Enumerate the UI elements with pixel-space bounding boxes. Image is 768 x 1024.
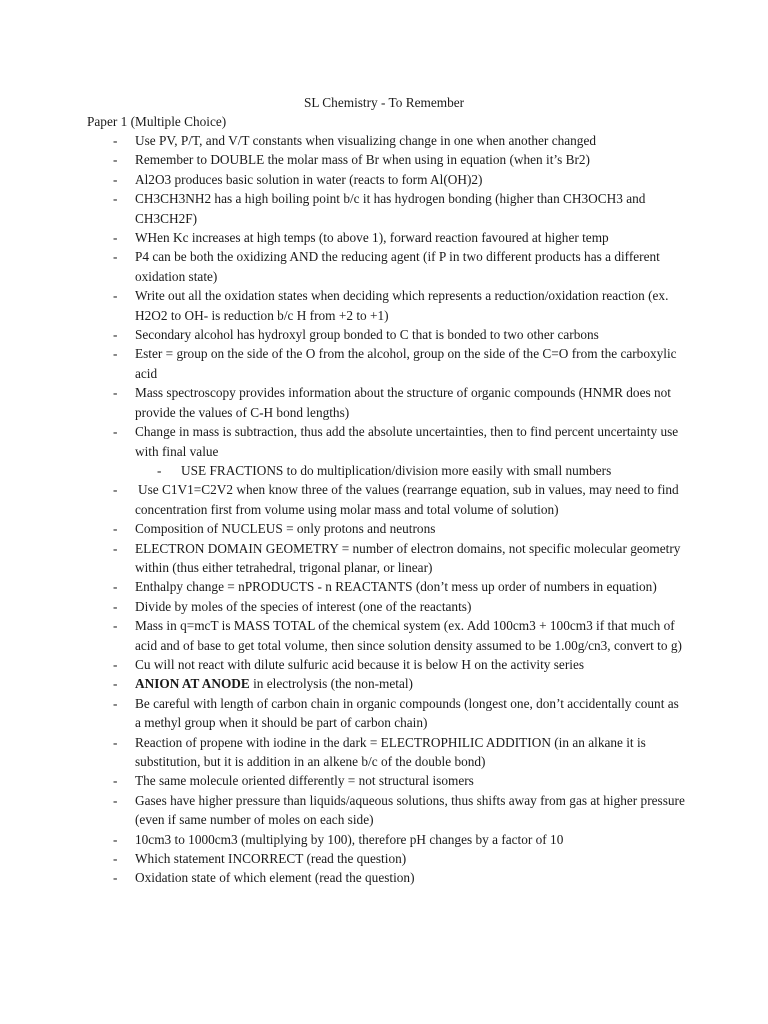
bullet-dash: - [113, 346, 118, 362]
note-text: Al2O3 produces basic solution in water (reacts to form Al(OH)2) [135, 171, 483, 187]
note-item [0, 480, 768, 519]
note-item [0, 131, 768, 150]
bullet-dash: - [113, 385, 118, 401]
bullet-dash: - [113, 482, 118, 498]
bullet-dash: - [113, 249, 118, 265]
note-text: WHen Kc increases at high temps (to above 1), forward reaction favoured at higher temp [135, 230, 609, 246]
note-text: Reaction of propene with iodine in the dark = ELECTROPHILIC ADDITION (in an alkane it is substitution, but it is addition in an alkene b/c of the double bond) [135, 734, 646, 769]
bullet-dash: - [113, 133, 118, 148]
notes-list [0, 131, 768, 888]
note-item [0, 791, 768, 830]
note-text: Ester = group on the side of the O from the alcohol, group on the side of the C=O from the carboxylic acid [135, 346, 677, 381]
bullet-dash: - [113, 695, 118, 711]
note-text: Gases have higher pressure than liquids/aqueous solutions, thus shifts away from gas at higher pressure (even if same number of moles on each side) [135, 792, 685, 828]
bullet-dash: - [113, 288, 118, 304]
note-item [0, 771, 768, 790]
note-item [0, 344, 768, 383]
note-text: Remember to DOUBLE the molar mass of Br when using in equation (when it’s Br2) [135, 152, 590, 168]
note-item [0, 616, 768, 655]
note-text: Enthalpy change = nPRODUCTS - n REACTANTS (don’t mess up order of numbers in equation) [135, 579, 657, 595]
note-item [0, 247, 768, 286]
bullet-dash: - [113, 191, 118, 207]
note-item [0, 597, 768, 616]
bullet-dash: - [113, 598, 118, 614]
section-heading: Paper 1 (Multiple Choice) [87, 114, 227, 129]
note-text: Change in mass is subtraction, thus add the absolute uncertainties, then to find percent uncertainty use with final value [135, 424, 679, 459]
note-item [0, 577, 768, 596]
note-item [0, 286, 768, 325]
note-text [135, 676, 413, 691]
bullet-dash: - [113, 521, 118, 537]
bullet-dash: - [113, 656, 118, 672]
note-text: Use PV, P/T, and V/T constants when visualizing change in one when another changed [135, 133, 596, 148]
note-item [0, 830, 768, 849]
note-item [0, 422, 768, 461]
bullet-dash: - [113, 579, 118, 595]
bullet-dash: - [113, 152, 118, 168]
note-item [0, 539, 768, 578]
note-item [0, 325, 768, 344]
note-item [0, 228, 768, 247]
note-item [0, 868, 768, 887]
note-item [0, 674, 768, 693]
note-text: Which statement INCORRECT (read the question) [135, 851, 407, 867]
note-text: CH3CH3NH2 has a high boiling point b/c it has hydrogen bonding (higher than CH3OCH3 and CH3CH2F) [135, 191, 646, 226]
note-rest-text: in electrolysis (the non-metal) [249, 676, 413, 692]
bullet-dash: - [113, 424, 118, 440]
note-text: Mass spectroscopy provides information about the structure of organic compounds (HNMR does not provide the values of C-H bond lengths) [135, 385, 671, 420]
bullet-dash: - [113, 851, 118, 867]
note-text: Cu will not react with dilute sulfuric acid because it is below H on the activity series [135, 656, 585, 672]
note-bold-text: ANION AT ANODE [135, 676, 250, 692]
bullet-dash: - [113, 171, 118, 187]
bullet-dash: - [113, 773, 118, 789]
note-text: Oxidation state of which element (read the question) [135, 870, 415, 886]
note-item [0, 383, 768, 422]
bullet-dash: - [113, 831, 118, 847]
note-item [0, 150, 768, 169]
note-text: Secondary alcohol has hydroxyl group bonded to C that is bonded to two other carbons [135, 327, 599, 343]
note-item [0, 170, 768, 189]
bullet-dash: - [113, 230, 118, 246]
note-text: Mass in q=mcT is MASS TOTAL of the chemical system (ex. Add 100cm3 + 100cm3 if that much of acid and of base to get total volume, then since solution density assumed to be 1.00g/cn3, convert to g) [135, 618, 682, 653]
note-text: Composition of NUCLEUS = only protons and neutrons [135, 521, 436, 537]
note-text: Write out all the oxidation states when deciding which represents a reduction/oxidation reaction (ex. H2O2 to OH- is reduction b/c H from +2 to +1) [135, 288, 669, 323]
bullet-dash: - [113, 870, 118, 886]
note-item [0, 655, 768, 674]
note-item [0, 849, 768, 868]
document-title: SL Chemistry - To Remember [303, 95, 465, 110]
bullet-dash: - [113, 618, 118, 634]
note-item [0, 189, 768, 228]
note-text: Be careful with length of carbon chain in organic compounds (longest one, don’t accidentally count as a methyl group when it should be part of carbon chain) [135, 695, 679, 731]
note-text: ELECTRON DOMAIN GEOMETRY = number of electron domains, not specific molecular geometry within (thus either tetrahedral, trigonal planar, or linear) [135, 540, 681, 575]
bullet-dash: - [113, 540, 118, 556]
bullet-dash: - [113, 792, 118, 808]
bullet-dash: - [113, 734, 118, 750]
note-text: The same molecule oriented differently = not structural isomers [135, 773, 474, 789]
bullet-dash: - [113, 327, 118, 343]
bullet-dash: - [113, 676, 118, 692]
note-text: USE FRACTIONS to do multiplication/division more easily with small numbers [181, 462, 612, 478]
bullet-dash: - [157, 462, 162, 478]
note-text: Use C1V1=C2V2 when know three of the values (rearrange equation, sub in values, may need to find concentration first from volume using molar mass and total volume of solution) [135, 482, 679, 517]
note-item [0, 733, 768, 772]
note-text: 10cm3 to 1000cm3 (multiplying by 100), therefore pH changes by a factor of 10 [135, 831, 564, 847]
note-item [0, 519, 768, 538]
sub-note-item [0, 461, 768, 480]
note-text: P4 can be both the oxidizing AND the reducing agent (if P in two different products has a different oxidation state) [135, 249, 660, 284]
note-text: Divide by moles of the species of interest (one of the reactants) [135, 598, 472, 614]
note-item [0, 694, 768, 733]
